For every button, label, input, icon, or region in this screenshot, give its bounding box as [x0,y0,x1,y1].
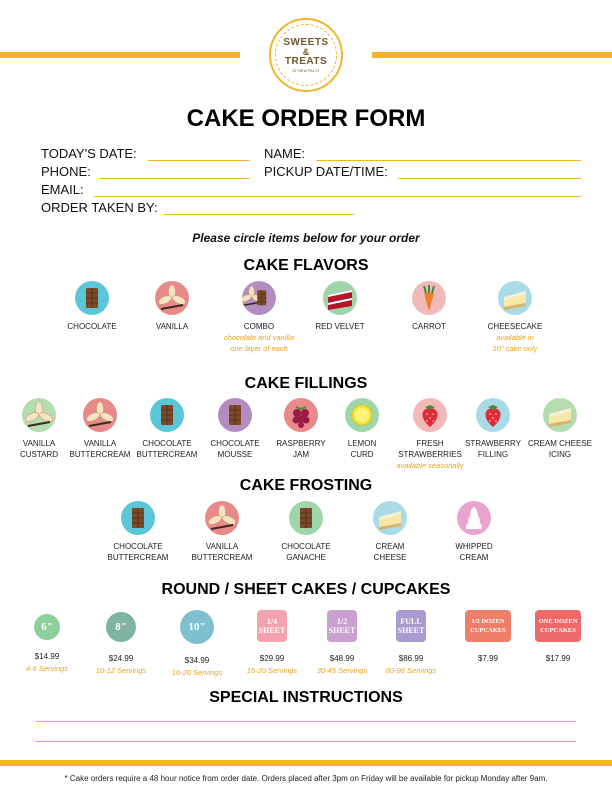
flavor-label-line1: CHEESECAKE [487,322,543,331]
flavor-label [303,321,377,332]
size-price: $24.99 [108,654,134,663]
chocolate-bar-icon [121,501,155,535]
size-price: $29.99 [259,654,285,663]
frosting-label-line1: VANILLA [205,542,239,551]
flavor-label [478,321,552,332]
filling-label [325,438,399,460]
frosting-item[interactable] [353,501,427,563]
size-price: $48.99 [329,654,355,663]
email-field[interactable] [94,196,581,197]
frosting-label [437,541,511,563]
page-title: CAKE ORDER FORM [186,105,426,132]
flavor-note: chocolate and vanilla [223,333,295,342]
filling-note: available seasonally [396,461,464,470]
filling-label-line2: CUSTARD [19,450,59,459]
round-size-badge: 8" [106,612,136,642]
size-option[interactable] [167,610,227,677]
filling-label-line2: ICING [548,450,572,459]
filling-label-line1: FRESH [416,439,444,448]
sheet-size-badge [257,610,287,642]
size-option[interactable] [242,610,302,675]
top-right-bar [372,52,612,58]
filling-label [523,438,597,460]
filling-label [198,438,272,460]
combo-icon [242,281,276,315]
name-label: NAME: [264,146,306,161]
frosting-label-line1: CHOCOLATE [113,542,163,551]
filling-label-line2: STRAWBERRIES [398,450,462,459]
footer-note: * Cake orders require a 48 hour notice from order date. Orders placed after 3pm on Friday will be available for pickup Monday after 9am. [64,774,548,783]
filling-label [130,438,204,460]
badge-line1: 1/2 [336,617,348,626]
flavor-label-line1: CARROT [412,322,446,331]
flavor-note: available in [496,333,534,342]
whipped-cream-icon [457,501,491,535]
vanilla-flower-icon [83,398,117,432]
flavor-item[interactable] [303,281,377,332]
vanilla-flower-icon [22,398,56,432]
frosting-item[interactable] [437,501,511,563]
chocolate-bar-icon [75,281,109,315]
frosting-label-line2: CREAM [459,553,489,562]
badge-line1: 1/4 [266,617,278,626]
strawberry-icon [413,398,447,432]
flavor-label-line1: COMBO [243,322,275,331]
red-velvet-slice-icon [323,281,357,315]
badge-line2: CUPCAKES [540,627,576,634]
size-option[interactable] [528,610,588,663]
size-option[interactable] [458,610,518,663]
brand-logo [269,18,343,92]
filling-label-line2: BUTTERCREAM [136,450,198,459]
cheesecake-slice-icon [373,501,407,535]
round-size-badge: 6" [34,614,60,640]
filling-label-line1: VANILLA [83,439,117,448]
email-label: EMAIL: [41,182,84,197]
size-price: $34.99 [184,656,210,665]
filling-item[interactable] [130,398,204,460]
frosting-heading: CAKE FROSTING [239,477,373,494]
filling-label-line1: CREAM CHEESE [527,439,592,448]
filling-label [456,438,530,460]
flavor-item[interactable] [392,281,466,332]
raspberry-icon [284,398,318,432]
size-price: $14.99 [34,652,60,661]
cheesecake-slice-icon [543,398,577,432]
chocolate-bar-icon [218,398,252,432]
size-servings: 30-45 Servings [316,666,368,675]
fillings-heading: CAKE FILLINGS [244,375,368,392]
filling-item[interactable] [198,398,272,460]
cheesecake-slice-icon [498,281,532,315]
special-heading: SPECIAL INSTRUCTIONS [209,689,403,706]
pickup-label: PICKUP DATE/TIME: [264,164,388,179]
frosting-label-line2: BUTTERCREAM [191,553,253,562]
filling-label-line1: STRAWBERRY [464,439,521,448]
frosting-item[interactable] [101,501,175,563]
filling-label-line1: RASPBERRY [276,439,326,448]
sheet-size-badge [396,610,426,642]
carrot-icon [412,281,446,315]
flavor-item[interactable] [222,281,296,354]
special-line-1[interactable] [36,721,576,722]
flavor-label [55,321,129,332]
frosting-label-line2: BUTTERCREAM [107,553,169,562]
filling-label [63,438,137,460]
flavor-item[interactable] [55,281,129,332]
filling-label-line1: VANILLA [22,439,56,448]
flavor-label-line1: VANILLA [155,322,189,331]
sheet-size-badge [535,610,581,642]
name-field[interactable] [316,160,581,161]
frosting-item[interactable] [269,501,343,563]
frosting-label [353,541,427,563]
sheet-size-badge [465,610,511,642]
todays-date-label: TODAY'S DATE: [41,146,137,161]
filling-label-line2: FILLING [477,450,509,459]
size-price: $7.99 [477,654,499,663]
size-option[interactable] [312,610,372,675]
size-price: $86.99 [398,654,424,663]
frosting-label-line1: CHOCOLATE [281,542,331,551]
order-taken-by-field[interactable] [164,214,354,215]
filling-item[interactable] [63,398,137,460]
sizes-heading: ROUND / SHEET CAKES / CUPCAKES [161,581,451,598]
brand-line1: SWEETS [283,36,329,48]
filling-item[interactable] [456,398,530,460]
pickup-field[interactable] [398,178,581,179]
filling-label-line2: BUTTERCREAM [69,450,131,459]
circle-instruction: Please circle items below for your order [192,231,420,245]
brand-amp: & [302,46,310,57]
sheet-size-badge [327,610,357,642]
filling-label-line2: JAM [293,450,309,459]
flavor-label [222,321,296,332]
frosting-item[interactable] [185,501,259,563]
flavor-label [135,321,209,332]
filling-label-line2: CURD [350,450,374,459]
flavor-item[interactable] [135,281,209,332]
badge-line2: SHEET [258,626,286,635]
size-price: $17.99 [545,654,571,663]
brand-line2: TREATS [284,55,328,67]
filling-item[interactable] [325,398,399,460]
badge-line1: ONE DOZEN [538,618,578,625]
size-option[interactable] [91,610,151,675]
filling-label-line1: CHOCOLATE [142,439,192,448]
vanilla-flower-icon [155,281,189,315]
flavor-label-line1: RED VELVET [315,322,365,331]
frosting-label-line2: CHEESE [373,553,407,562]
badge-line1: 1/2 DOZEN [471,618,505,625]
round-size-badge: 10" [180,610,214,644]
size-option[interactable] [381,610,441,675]
phone-field[interactable] [100,178,250,179]
bottom-bar [0,760,612,766]
size-servings: 60-96 Servings [385,666,437,675]
chocolate-bar-icon [289,501,323,535]
size-option[interactable] [17,610,77,673]
flavor-label-line1: CHOCOLATE [67,322,117,331]
badge-line2: CUPCAKES [470,627,506,634]
badge-line2: SHEET [328,626,356,635]
filling-label-line2: MOUSSE [217,450,253,459]
filling-label-line1: CHOCOLATE [210,439,260,448]
badge-line1: FULL [400,617,422,626]
flavor-note: one layer of each [230,344,288,353]
special-line-2[interactable] [36,741,576,742]
size-servings: 4-6 Servings [25,664,69,673]
flavors-heading: CAKE FLAVORS [243,257,369,274]
size-servings: 16-20 Servings [171,668,223,677]
phone-label: PHONE: [41,164,91,179]
todays-date-field[interactable] [148,160,250,161]
flavor-label [392,321,466,332]
brand-sub: AT NEW PALTZ [292,68,320,73]
order-taken-by-label: ORDER TAKEN BY: [41,200,158,215]
top-left-bar [0,52,240,58]
size-servings: 15-20 Servings [246,666,298,675]
frosting-label [101,541,175,563]
chocolate-bar-icon [150,398,184,432]
flavor-item[interactable] [478,281,552,354]
vanilla-flower-icon [205,501,239,535]
frosting-label-line2: GANACHE [286,553,326,562]
frosting-label [185,541,259,563]
filling-item[interactable] [523,398,597,460]
filling-label-line1: LEMON [347,439,377,448]
lemon-icon [345,398,379,432]
size-servings: 10-12 Servings [95,666,147,675]
frosting-label-line1: WHIPPED [455,542,493,551]
frosting-label-line1: CREAM [375,542,405,551]
frosting-label [269,541,343,563]
flavor-note: 10" cake only [492,344,538,353]
badge-line2: SHEET [397,626,425,635]
strawberry-icon [476,398,510,432]
